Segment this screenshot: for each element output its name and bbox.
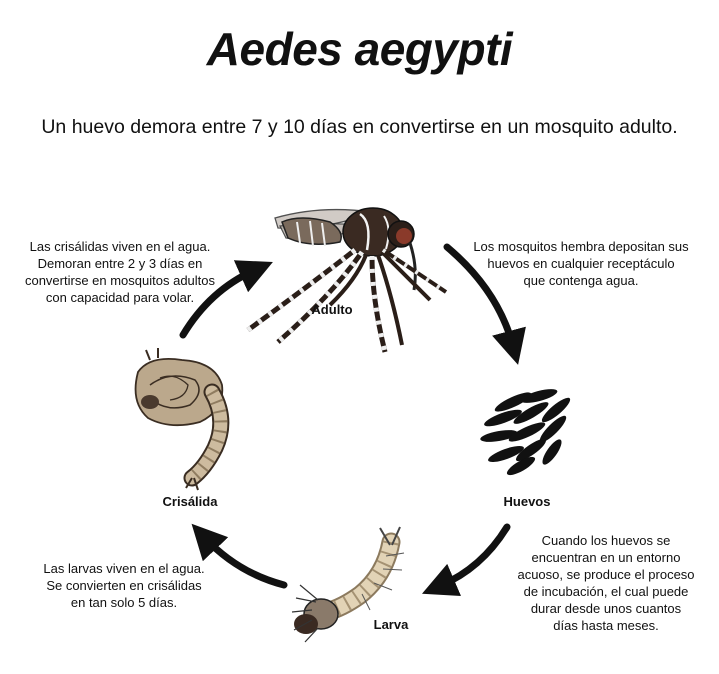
note-larva-to-pupa: [24, 560, 224, 611]
note-line: Se convierten en crisálidas: [46, 578, 202, 593]
note-line: encuentran en un entorno: [531, 550, 681, 565]
note-line: acuoso, se produce el proceso: [517, 567, 695, 582]
pupa-illustration: [136, 348, 223, 490]
note-line: que contenga agua.: [523, 273, 639, 288]
note-line: Las larvas viven en el agua.: [43, 561, 205, 576]
note-line: con capacidad para volar.: [45, 290, 195, 305]
page-subtitle: Un huevo demora entre 7 y 10 días en convertirse en un mosquito adulto.: [41, 116, 678, 138]
note-line: en tan solo 5 días.: [70, 595, 178, 610]
note-line: convertirse en mosquitos adultos: [24, 273, 216, 288]
note-line: Cuando los huevos se: [541, 533, 671, 548]
adult-mosquito-illustration: [248, 208, 446, 352]
note-line: Los mosquitos hembra depositan sus: [473, 239, 689, 254]
note-pupa-to-adult: [4, 238, 236, 306]
arrow-eggs-to-larva: [440, 527, 507, 586]
note-line: de incubación, el cual puede: [523, 584, 689, 599]
note-line: durar desde unos cuantos: [530, 601, 682, 616]
page-title: Aedes aegypti: [206, 23, 513, 75]
stage-label-pupa: Crisálida: [162, 494, 218, 509]
note-line: huevos en cualquier receptáculo: [487, 256, 675, 271]
note-line: días hasta meses.: [553, 618, 659, 633]
stage-label-adult: Adulto: [311, 302, 353, 317]
stage-label-eggs: Huevos: [503, 494, 551, 509]
eggs-illustration: [479, 386, 573, 478]
note-eggs-to-larva: [506, 532, 706, 634]
note-adult-to-eggs: [456, 238, 706, 289]
note-line: Las crisálidas viven en el agua.: [29, 239, 211, 254]
stage-label-larva: Larva: [373, 617, 409, 632]
note-line: Demoran entre 2 y 3 días en: [37, 256, 203, 271]
